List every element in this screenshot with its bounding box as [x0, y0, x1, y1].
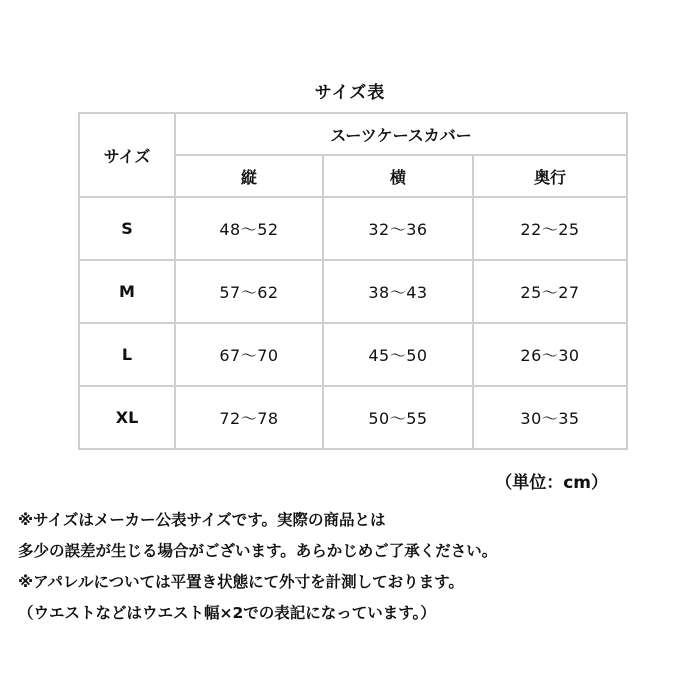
column-header-depth: 奥行 — [473, 155, 627, 197]
unit-label: （単位：cm） — [495, 473, 608, 493]
table-cell: 57～62 — [175, 260, 323, 323]
table-cell: 67～70 — [175, 323, 323, 386]
size-label: XL — [79, 386, 175, 449]
table-cell: 72～78 — [175, 386, 323, 449]
note-line: 多少の誤差が生じる場合がございます。あらかじめご了承ください。 — [18, 542, 498, 560]
note-line: （ウエストなどはウエスト幅×2での表記になっています。） — [18, 604, 436, 622]
size-column-header: サイズ — [79, 113, 175, 197]
table-cell: 48～52 — [175, 197, 323, 260]
table-title: サイズ表 — [314, 83, 386, 103]
table-cell: 30～35 — [473, 386, 627, 449]
note-line: ※アパレルについては平置き状態にて外寸を計測しております。 — [18, 573, 464, 591]
table-header-row — [79, 113, 627, 155]
size-table — [78, 112, 628, 450]
size-label: L — [79, 323, 175, 386]
size-label: M — [79, 260, 175, 323]
column-header-width: 横 — [323, 155, 473, 197]
table-row — [79, 260, 627, 323]
note-line: ※サイズはメーカー公表サイズです。実際の商品とは — [18, 511, 386, 529]
table-cell: 25～27 — [473, 260, 627, 323]
table-row — [79, 386, 627, 449]
size-label: S — [79, 197, 175, 260]
notes — [18, 505, 698, 629]
table-row — [79, 323, 627, 386]
table-cell: 22～25 — [473, 197, 627, 260]
table-cell: 32～36 — [323, 197, 473, 260]
table-row — [79, 197, 627, 260]
table-cell: 50～55 — [323, 386, 473, 449]
group-header: スーツケースカバー — [175, 113, 627, 155]
table-cell: 38～43 — [323, 260, 473, 323]
table-cell: 26～30 — [473, 323, 627, 386]
column-header-height: 縦 — [175, 155, 323, 197]
table-cell: 45～50 — [323, 323, 473, 386]
